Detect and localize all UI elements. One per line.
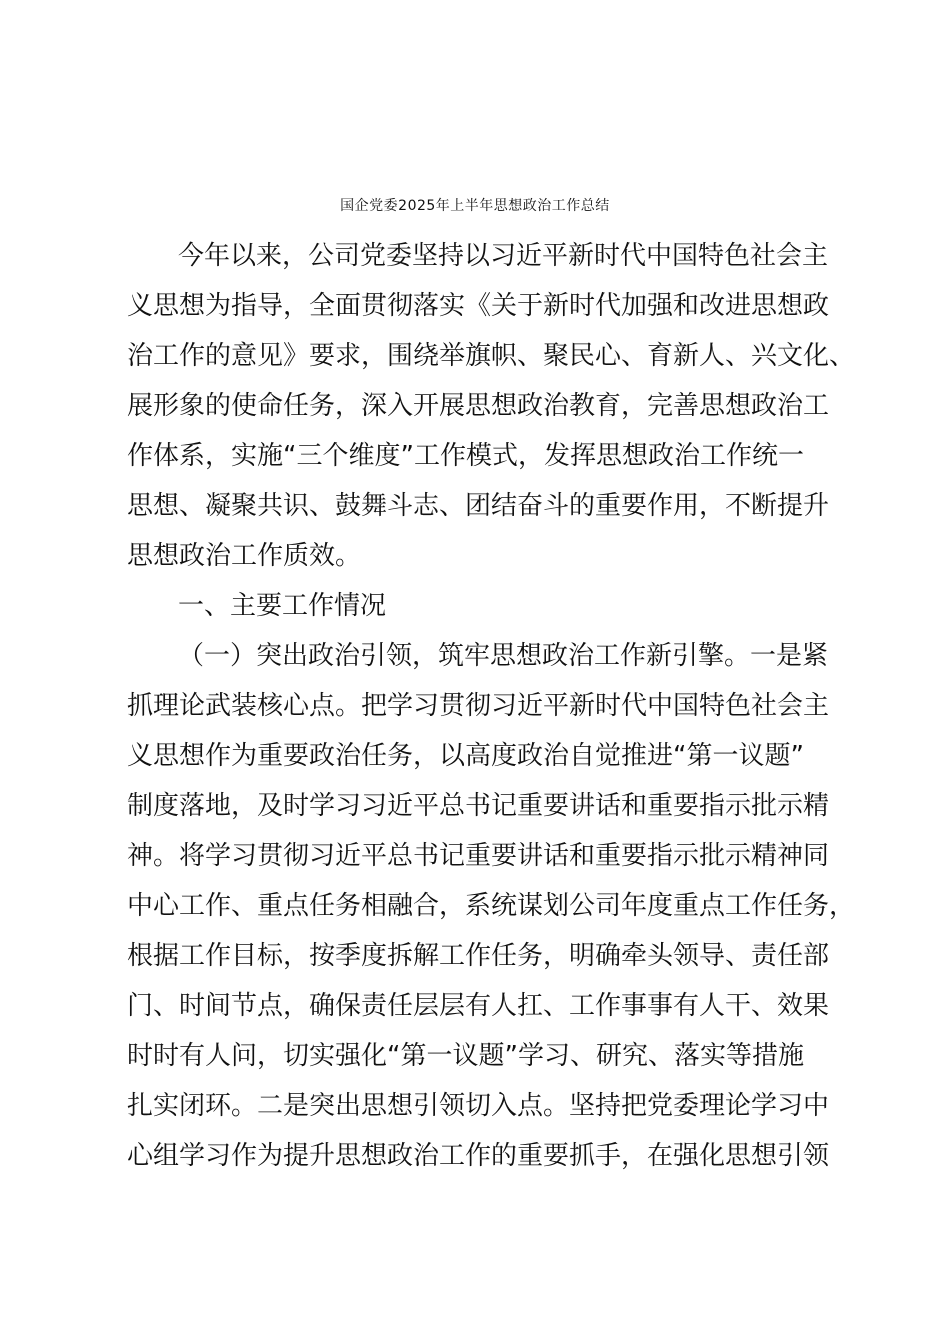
paragraph-line: 门、时间节点，确保责任层层有人扛、工作事事有人干、效果	[127, 991, 830, 1021]
paragraph-line: 心组学习作为提升思想政治工作的重要抓手，在强化思想引领	[127, 1141, 830, 1171]
paragraph-line: 今年以来，公司党委坚持以习近平新时代中国特色社会主	[178, 241, 829, 271]
document-title: 国企党委2025年上半年思想政治工作总结	[340, 198, 610, 214]
paragraph-line: 神。将学习贯彻习近平总书记重要讲话和重要指示批示精神同	[127, 841, 830, 871]
paragraph-line: 义思想作为重要政治任务，以高度政治自觉推进“第一议题”	[127, 741, 804, 771]
paragraph-line: 思想、凝聚共识、鼓舞斗志、团结奋斗的重要作用，不断提升	[127, 491, 830, 521]
paragraph-line: 治工作的意见》要求，围绕举旗帜、聚民心、育新人、兴文化、	[127, 341, 856, 371]
paragraph-line: 扎实闭环。二是突出思想引领切入点。坚持把党委理论学习中	[127, 1091, 830, 1121]
paragraph-line: 中心工作、重点任务相融合，系统谋划公司年度重点工作任务，	[127, 891, 856, 921]
paragraph-line: 制度落地，及时学习习近平总书记重要讲话和重要指示批示精	[127, 791, 830, 821]
paragraph-line: 时时有人问，切实强化“第一议题”学习、研究、落实等措施	[127, 1041, 804, 1071]
paragraph-line: 义思想为指导，全面贯彻落实《关于新时代加强和改进思想政	[127, 291, 830, 321]
paragraph-line: 展形象的使命任务，深入开展思想政治教育，完善思想政治工	[127, 391, 830, 421]
section-heading: 一、主要工作情况	[178, 591, 387, 621]
paragraph-line: 抓理论武装核心点。把学习贯彻习近平新时代中国特色社会主	[127, 691, 830, 721]
paragraph-line: 作体系，实施“三个维度”工作模式，发挥思想政治工作统一	[127, 441, 804, 471]
paragraph-line: 根据工作目标，按季度拆解工作任务，明确牵头领导、责任部	[127, 941, 830, 971]
paragraph-line: 思想政治工作质效。	[127, 541, 362, 571]
paragraph-line: （一）突出政治引领，筑牢思想政治工作新引擎。一是紧	[178, 641, 829, 671]
